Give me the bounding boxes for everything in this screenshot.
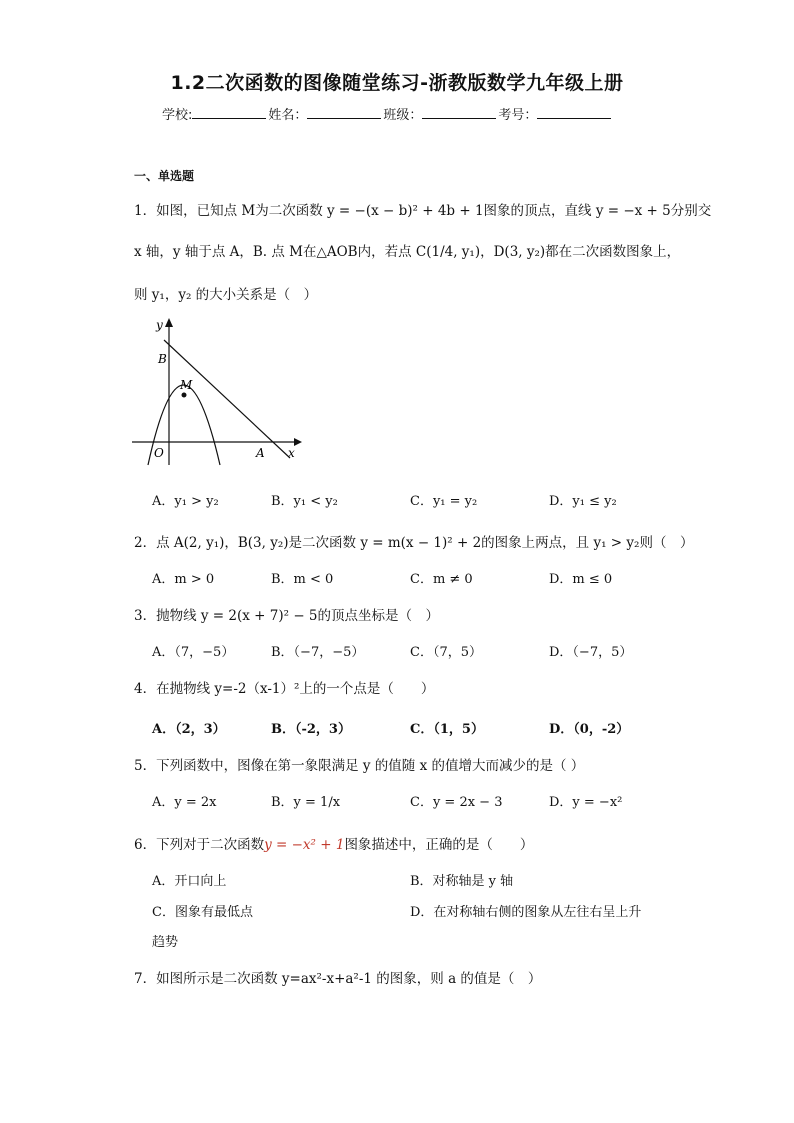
q3-option-c[interactable]: C．（7，5） xyxy=(410,645,482,660)
q1-line1: 1．如图，已知点 M为二次函数 y = −(x − b)² + 4b + 1图象的顶点，直线 y = −x + 5分别交 xyxy=(134,203,712,219)
school-blank[interactable] xyxy=(192,106,266,119)
q3-option-a[interactable]: A．（7，−5） xyxy=(152,645,235,660)
class-label: 班级： xyxy=(383,108,423,123)
point-a-label: A xyxy=(256,446,265,460)
q5-option-c[interactable]: C．y = 2x − 3 xyxy=(410,795,503,810)
q4-text: 4．在抛物线 y=-2（x-1）²上的一个点是（ ） xyxy=(134,681,435,697)
section-heading: 一、单选题 xyxy=(134,169,195,183)
y-axis-label: y xyxy=(156,318,163,332)
q5-option-a[interactable]: A．y = 2x xyxy=(152,795,217,810)
q4-option-c[interactable]: C．（1，5） xyxy=(410,722,484,737)
name-blank[interactable] xyxy=(307,106,381,119)
school-label: 学校: xyxy=(162,108,193,123)
name-label: 姓名： xyxy=(268,108,308,123)
q2-text: 2．点 A(2, y₁)，B(3, y₂)是二次函数 y = m(x − 1)² + 2的图象上两点，且 y₁ > y₂则（ ） xyxy=(134,535,694,551)
q3-text: 3．抛物线 y = 2(x + 7)² − 5的顶点坐标是（ ） xyxy=(134,608,440,624)
y-axis-arrow-icon xyxy=(165,318,173,327)
q6-option-a[interactable]: A．开口向上 xyxy=(152,874,227,889)
x-axis-arrow-icon xyxy=(294,438,302,446)
x-axis-label: x xyxy=(288,446,295,460)
origin-label: O xyxy=(154,446,164,460)
vertex-m-point xyxy=(182,393,187,398)
q2-option-b[interactable]: B．m < 0 xyxy=(271,572,334,587)
q6-text xyxy=(134,833,533,853)
q4-option-b[interactable]: B．（-2，3） xyxy=(271,722,351,737)
q1-line2: x 轴，y 轴于点 A，B. 点 M在△AOB内，若点 C(1/4, y₁)，D(3, y₂)都在二次函数图象上， xyxy=(134,244,681,260)
page-title: 1.2二次函数的图像随堂练习-浙教版数学九年级上册 xyxy=(170,72,624,94)
q7-text: 7．如图所示是二次函数 y=ax²-x+a²-1 的图象，则 a 的值是（ ） xyxy=(134,971,542,987)
q1-option-a[interactable]: A．y₁ > y₂ xyxy=(152,494,219,509)
q6-option-d-continued: 趋势 xyxy=(152,935,179,950)
point-m-label: M xyxy=(180,378,193,392)
exam-no-label: 考号： xyxy=(498,108,538,123)
q2-option-d[interactable]: D．m ≤ 0 xyxy=(549,572,613,587)
q6-formula: y = −x² + 1 xyxy=(264,837,345,853)
q6-option-c[interactable]: C．图象有最低点 xyxy=(152,905,253,920)
q6-option-d[interactable]: D．在对称轴右侧的图象从左往右呈上升 xyxy=(410,905,642,920)
q5-option-d[interactable]: D．y = −x² xyxy=(549,795,623,810)
q1-line3: 则 y₁，y₂ 的大小关系是（ ） xyxy=(134,287,318,303)
student-info-line xyxy=(162,104,613,123)
q4-option-d[interactable]: D．（0，-2） xyxy=(549,722,630,737)
q1-figure xyxy=(128,315,308,470)
q4-option-a[interactable]: A．（2，3） xyxy=(152,722,226,737)
q6-text-post: 图象描述中，正确的是（ ） xyxy=(344,837,534,853)
q3-option-d[interactable]: D．（−7，5） xyxy=(549,645,633,660)
q1-option-c[interactable]: C．y₁ = y₂ xyxy=(410,494,478,509)
q6-text-pre: 6．下列对于二次函数 xyxy=(134,837,265,853)
q5-text: 5．下列函数中，图像在第一象限满足 y 的值随 x 的值增大而减少的是（ ） xyxy=(134,758,585,774)
q1-option-b[interactable]: B．y₁ < y₂ xyxy=(271,494,338,509)
q6-option-b[interactable]: B．对称轴是 y 轴 xyxy=(410,874,514,889)
q3-option-b[interactable]: B．（−7，−5） xyxy=(271,645,365,660)
q2-option-a[interactable]: A．m > 0 xyxy=(152,572,215,587)
point-b-label: B xyxy=(158,352,167,366)
q1-option-d[interactable]: D．y₁ ≤ y₂ xyxy=(549,494,617,509)
q5-option-b[interactable]: B．y = 1/x xyxy=(271,795,341,810)
q2-option-c[interactable]: C．m ≠ 0 xyxy=(410,572,473,587)
line-ab xyxy=(164,340,290,458)
class-blank[interactable] xyxy=(422,106,496,119)
exam-no-blank[interactable] xyxy=(537,106,611,119)
